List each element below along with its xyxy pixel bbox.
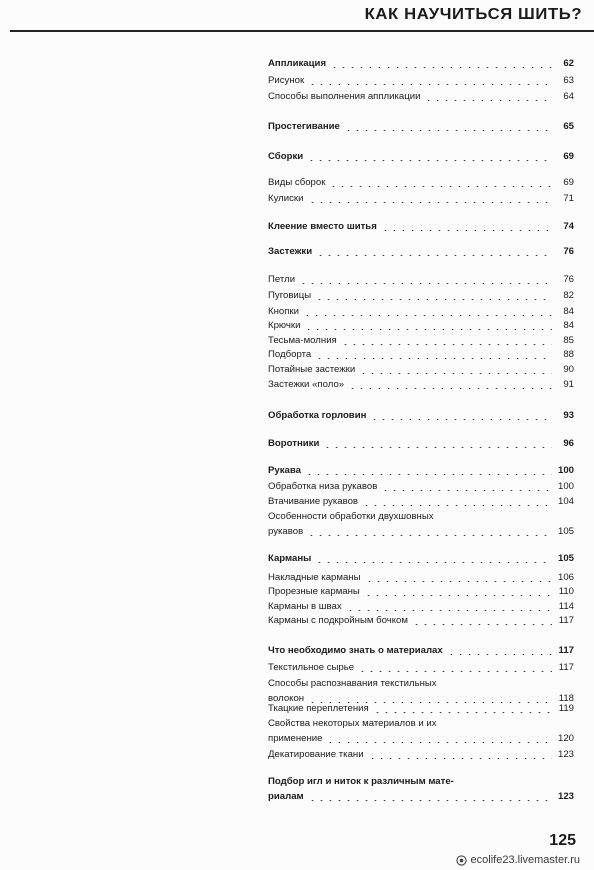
toc-entry <box>268 192 574 206</box>
toc-entry-label: Тесьма-молния <box>268 335 337 346</box>
toc-entry <box>268 334 574 348</box>
toc-page-number: 114 <box>558 601 574 612</box>
toc-entry <box>268 702 574 716</box>
toc-leader-dots <box>370 419 552 420</box>
toc-entry-label: Обработка горловин <box>268 410 367 421</box>
toc-entry-label: Прорезные карманы <box>268 586 360 597</box>
toc-entry <box>268 600 574 614</box>
toc-leader-dots <box>307 535 552 536</box>
toc-entry <box>268 732 574 746</box>
toc-leader-dots <box>358 671 552 672</box>
toc-entry <box>268 585 574 599</box>
toc-leader-dots <box>330 67 552 68</box>
toc-entry-label: Пуговицы <box>268 290 312 301</box>
toc-page-number: 82 <box>563 290 574 301</box>
toc-entry-label: волокон <box>268 693 305 704</box>
toc-leader-dots <box>299 283 552 284</box>
toc-section-heading <box>268 57 574 71</box>
toc-entry <box>268 273 574 287</box>
toc-page-number: 88 <box>563 349 574 360</box>
toc-page-number: 85 <box>563 335 574 346</box>
toc-page-number: 123 <box>557 749 574 760</box>
watermark <box>456 854 580 866</box>
toc-page-number: 106 <box>557 572 574 583</box>
toc-leader-dots <box>307 160 552 161</box>
toc-entry-label: применение <box>268 733 323 744</box>
toc-page-number: 64 <box>563 91 574 102</box>
toc-entry <box>268 614 574 628</box>
toc-entry <box>268 495 574 509</box>
toc-page-number: 93 <box>563 410 574 421</box>
toc-leader-dots <box>308 84 552 85</box>
toc-page-number: 63 <box>563 75 574 86</box>
toc-leader-dots <box>315 562 552 563</box>
toc-page-number: 84 <box>563 320 574 331</box>
toc-entry <box>268 289 574 303</box>
toc-page-number: 117 <box>558 615 574 626</box>
toc-entry-label: рукавов <box>268 526 304 537</box>
toc-entry-label: Сборки <box>268 151 304 162</box>
toc-page-number: 71 <box>563 193 574 204</box>
toc-entry-label: Потайные застежки <box>268 364 356 375</box>
toc-leader-dots <box>308 202 553 203</box>
toc-page-number: 69 <box>563 151 574 162</box>
toc-page-number: 117 <box>558 645 574 656</box>
toc-entry <box>268 319 574 333</box>
toc-entry-label: Виды сборок <box>268 177 326 188</box>
toc-entry-label: Кулиски <box>268 193 304 204</box>
toc-section-heading <box>268 220 574 234</box>
toc-page-number: 100 <box>557 465 574 476</box>
toc-page-number: 74 <box>563 221 574 232</box>
toc-page-number: 76 <box>563 274 574 285</box>
toc-leader-dots <box>362 505 552 506</box>
toc-entry <box>268 571 574 585</box>
toc-page-number: 105 <box>557 553 574 564</box>
toc-entry-label: Декатирование ткани <box>268 749 364 760</box>
toc-entry <box>268 748 574 762</box>
toc-section-heading <box>268 245 574 259</box>
toc-entry <box>268 363 574 377</box>
page-number: 125 <box>549 832 576 849</box>
toc-entry-label: риалам <box>268 791 304 802</box>
toc-leader-dots <box>359 373 552 374</box>
toc-page-number: 110 <box>558 586 574 597</box>
toc-entry <box>268 480 574 494</box>
toc-page-number: 105 <box>557 526 574 537</box>
toc-leader-dots <box>323 447 552 448</box>
toc-page-number: 120 <box>557 733 574 744</box>
toc-page-number: 123 <box>557 791 574 802</box>
toc-entry-label: Карманы <box>268 553 312 564</box>
toc-page-number: 84 <box>563 306 574 317</box>
toc-entry-label: Рисунок <box>268 75 305 86</box>
toc-leader-dots <box>316 255 552 256</box>
toc-entry-label: Простегивание <box>268 121 340 132</box>
toc-leader-dots <box>308 800 552 801</box>
toc-page-number: 104 <box>557 496 574 507</box>
toc-entry-label: Текстильное сырье <box>268 662 355 673</box>
toc-entry-label: Кнопки <box>268 306 299 317</box>
toc-entry-label: Рукава <box>268 465 301 476</box>
toc-entry-label: Что необходимо знать о материалах <box>268 645 443 656</box>
toc-entry-label: Аппликация <box>268 58 327 69</box>
toc-entry <box>268 348 574 362</box>
toc-entry-label: Свойства некоторых материалов и их <box>268 718 437 729</box>
toc-entry <box>268 176 574 190</box>
toc-leader-dots <box>315 358 552 359</box>
toc-entry-label: Карманы с подкройным бочком <box>268 615 408 626</box>
toc-section-heading <box>268 790 574 804</box>
toc-entry-label: Воротники <box>268 438 320 449</box>
watermark-icon <box>456 855 467 866</box>
toc-page-number: 118 <box>558 693 574 704</box>
toc-entry-label: Крючки <box>268 320 301 331</box>
watermark-text: ecolife23.livemaster.ru <box>470 854 580 866</box>
toc-leader-dots <box>424 100 552 101</box>
toc-page-number: 65 <box>563 121 574 132</box>
toc-leader-dots <box>329 186 552 187</box>
toc-page-number: 119 <box>558 703 574 714</box>
toc-leader-dots <box>381 490 552 491</box>
toc-leader-dots <box>304 329 552 330</box>
toc-section-heading <box>268 120 574 134</box>
toc-entry-label: Клеение вместо шитья <box>268 221 377 232</box>
toc-entry-label: Втачивание рукавов <box>268 496 359 507</box>
toc-page-number: 69 <box>563 177 574 188</box>
toc-page-number: 76 <box>563 246 574 257</box>
toc-leader-dots <box>344 130 552 131</box>
toc-entry-label: Обработка низа рукавов <box>268 481 378 492</box>
toc-leader-dots <box>326 742 552 743</box>
toc-leader-dots <box>348 388 552 389</box>
toc-leader-dots <box>315 299 552 300</box>
toc-entry-label: Застежки «поло» <box>268 379 345 390</box>
toc-leader-dots <box>364 595 552 596</box>
toc-page-number: 100 <box>557 481 574 492</box>
toc-leader-dots <box>346 610 552 611</box>
toc-entry <box>268 90 574 104</box>
toc-section-heading <box>268 409 574 423</box>
toc-entry-label: Подбор игл и ниток к различным мате- <box>268 776 454 787</box>
toc-page-number: 62 <box>563 58 574 69</box>
toc-leader-dots <box>368 758 552 759</box>
header-title: КАК НАУЧИТЬСЯ ШИТЬ? <box>364 6 582 23</box>
toc-entry-label: Способы выполнения аппликации <box>268 91 421 102</box>
toc-page-number: 117 <box>558 662 574 673</box>
toc-entry <box>268 378 574 392</box>
toc-entry-label: Накладные карманы <box>268 572 361 583</box>
toc-page-number: 90 <box>563 364 574 375</box>
toc-leader-dots <box>373 712 552 713</box>
toc-section-heading <box>268 644 574 658</box>
toc-leader-dots <box>381 230 552 231</box>
toc-section-heading <box>268 150 574 164</box>
toc-entry-label: Карманы в швах <box>268 601 342 612</box>
toc-entry <box>268 661 574 675</box>
toc-entry-label: Подборта <box>268 349 312 360</box>
toc-leader-dots <box>447 654 552 655</box>
toc-entry <box>268 525 574 539</box>
toc-entry <box>268 74 574 88</box>
toc-leader-dots <box>341 344 552 345</box>
toc-page-number: 96 <box>563 438 574 449</box>
toc-leader-dots <box>303 315 552 316</box>
toc-entry-label: Ткацкие переплетения <box>268 703 369 714</box>
toc-entry-label: Застежки <box>268 246 313 257</box>
toc-entry-label: Петли <box>268 274 296 285</box>
toc-leader-dots <box>305 474 552 475</box>
toc-section-heading <box>268 552 574 566</box>
toc-page-number: 91 <box>563 379 574 390</box>
toc-entry <box>268 305 574 319</box>
toc-section-heading <box>268 437 574 451</box>
toc-entry-label: Способы распознавания текстильных <box>268 678 437 689</box>
toc-section-heading <box>268 464 574 478</box>
toc-entry-label: Особенности обработки двухшовных <box>268 511 434 522</box>
toc-leader-dots <box>412 624 552 625</box>
toc-leader-dots <box>365 581 553 582</box>
